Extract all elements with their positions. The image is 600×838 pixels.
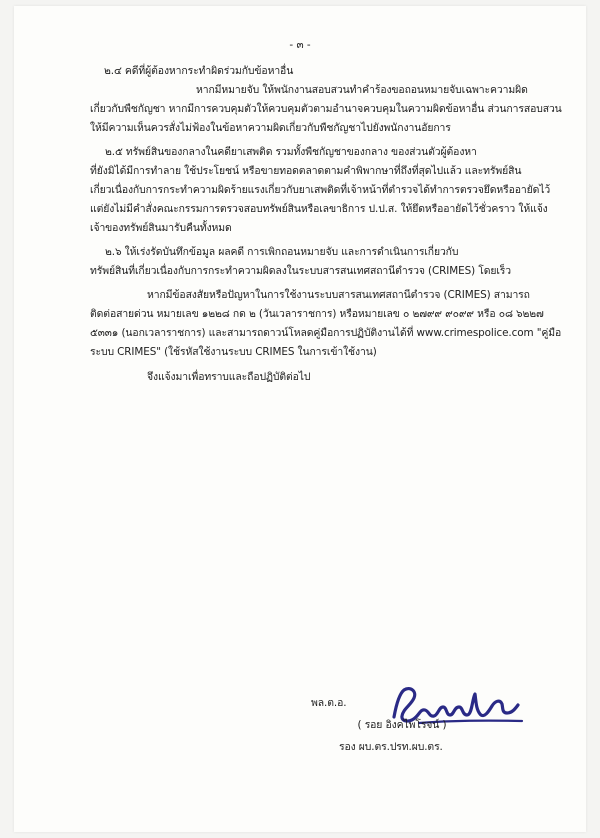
section-2-5-heading: ๒.๕ ทรัพย์สินของกลางในคดียาเสพติด รวมทั้งพืชกัญชาของกลาง ของส่วนตัวผู้ต้องหา — [105, 146, 477, 158]
paragraph-line: ทรัพย์สินที่เกี่ยวเนื่องกับการกระทำความผิดลงในระบบสารสนเทศสถานีตำรวจ (CRIMES) โดยเร็ว — [90, 265, 512, 277]
paragraph-line: เกี่ยวกับพืชกัญชา หากมีการควบคุมตัวให้ควบคุมตัวตามอำนาจควบคุมในความผิดข้อหาอื่น ส่วนการสอบสวน — [90, 103, 562, 115]
closing-line: จึงแจ้งมาเพื่อทราบและถือปฏิบัติต่อไป — [147, 371, 311, 383]
signatory-rank: พล.ต.อ. — [311, 697, 347, 709]
paragraph-line: ให้มีความเห็นควรสั่งไม่ฟ้องในข้อหาความผิดเกี่ยวกับพืชกัญชาไปยังพนักงานอัยการ — [90, 122, 451, 134]
document-page — [14, 6, 586, 832]
paragraph-line: ติดต่อสายด่วน หมายเลข ๑๒๒๘ กด ๒ (วันเวลาราชการ) หรือหมายเลข ๐ ๒๗๙๙ ๙๐๙๙ หรือ ๐๘ ๖๒๒๗ — [90, 308, 544, 320]
signatory-position: รอง ผบ.ตร.ปรท.ผบ.ตร. — [339, 741, 443, 753]
paragraph-line: เกี่ยวเนื่องกับการกระทำความผิดร้ายแรงเกี่ยวกับยาเสพติดที่เจ้าหน้าที่ตำรวจได้ทำการตรวจยึดหรืออายัดไว้ — [90, 184, 551, 196]
paragraph-line: ๕๓๓๑ (นอกเวลาราชการ) และสามารถดาวน์โหลดคู่มือการปฏิบัติงานได้ที่ www.crimespolice.com "คู่มือ — [90, 327, 562, 339]
signatory-name: ( รอย อิงคไพโรจน์ ) — [357, 719, 447, 731]
paragraph-line: ที่ยังมิได้มีการทำลาย ใช้ประโยชน์ หรือขายทอดตลาดตามคำพิพากษาที่ถึงที่สุดไปแล้ว และทรัพย์สิน — [90, 165, 522, 177]
paragraph-line: เจ้าของทรัพย์สินมารับคืนทั้งหมด — [90, 222, 232, 234]
paragraph-line: หากมีข้อสงสัยหรือปัญหาในการใช้งานระบบสารสนเทศสถานีตำรวจ (CRIMES) สามารถ — [147, 289, 530, 301]
paragraph-line: หากมีหมายจับ ให้พนักงานสอบสวนทำคำร้องขอถอนหมายจับเฉพาะความผิด — [196, 84, 528, 96]
paragraph-line: ระบบ CRIMES" (ใช้รหัสใช้งานระบบ CRIMES ในการเข้าใช้งาน) — [90, 346, 377, 358]
paragraph-line: แต่ยังไม่มีคำสั่งคณะกรรมการตรวจสอบทรัพย์สินหรือเลขาธิการ ป.ป.ส. ให้ยึดหรืออายัดไว้ชั่วคราว ให้แจ้ง — [90, 203, 548, 215]
page-number: - ๓ - — [289, 39, 311, 51]
section-2-4-heading: ๒.๔ คดีที่ผู้ต้องหากระทำผิดร่วมกับข้อหาอื่น — [104, 65, 294, 77]
section-2-6-heading: ๒.๖ ให้เร่งรัดบันทึกข้อมูล ผลคดี การเพิกถอนหมายจับ และการดำเนินการเกี่ยวกับ — [105, 246, 459, 258]
